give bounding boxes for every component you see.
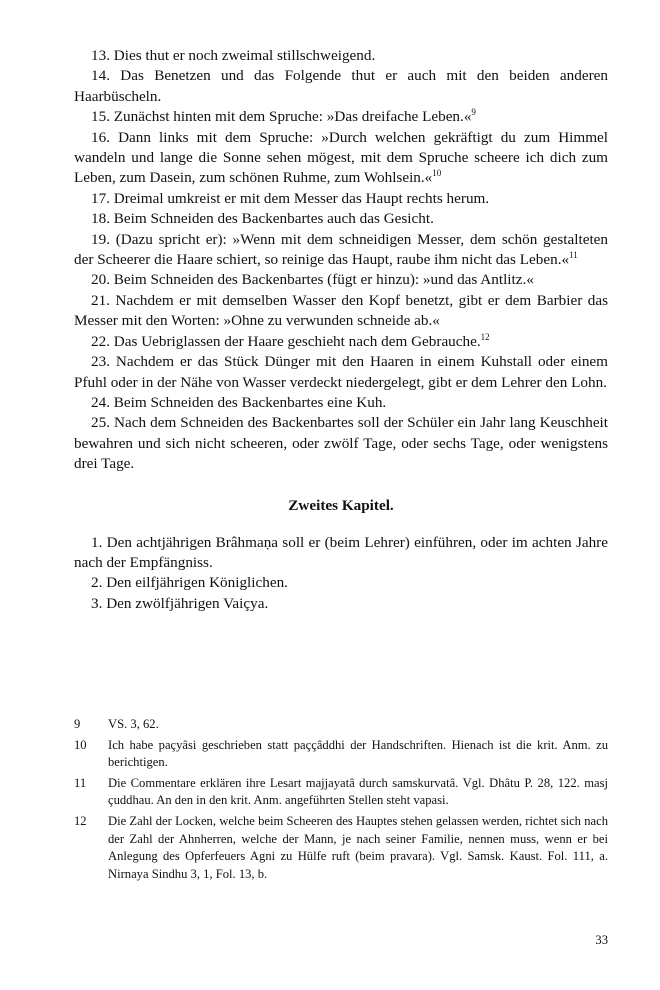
footnote-ref-11: 11 <box>569 250 578 260</box>
footnote-10 <box>74 737 608 772</box>
paragraph-25: 25. Nach dem Schneiden des Backenbartes soll der Schüler ein Jahr lang Keuschheit bewahren und sich nicht scheeren, oder zwölf Tage, oder sechs Tage, oder wenigstens drei Tage. <box>74 414 608 473</box>
footnotes <box>74 716 608 886</box>
footnote-11 <box>74 775 608 810</box>
paragraph-17: 17. Dreimal umkreist er mit dem Messer das Haupt rechts herum. <box>91 189 490 207</box>
paragraph-22: 22. Das Uebriglassen der Haare geschieht nach dem Gebrauche.$^{12}$ <box>91 331 490 350</box>
paragraph-18: 18. Beim Schneiden des Backenbartes auch das Gesicht. <box>91 210 434 228</box>
paragraph-15: 15. Zunächst hinten mit dem Spruche: »Das dreifache Leben.«$^9$ <box>91 107 476 126</box>
paragraph-19: 19. (Dazu spricht er): »Wenn mit dem schneidigen Messer, dem schön gestalteten der Scheerer die Haare schiert, so reinige das Haupt, raube ihm nicht das Leben.«$^{11}$ <box>74 230 608 269</box>
footnote-number: 10 <box>74 737 87 752</box>
paragraph-21: 21. Nachdem er mit demselben Wasser den Kopf benetzt, gibt er dem Barbier das Messer mit den Worten: »Ohne zu verwunden schneide ab.« <box>74 291 608 330</box>
paragraph-13: 13. Dies thut er noch zweimal stillschweigend. <box>91 47 376 64</box>
main-text <box>74 46 608 614</box>
paragraph-20: 20. Beim Schneiden des Backenbartes (fügt er hinzu): »und das Antlitz.« <box>91 271 534 289</box>
chapter2-paragraph-1: 1. Den achtjährigen Brâhmaṇa soll er (beim Lehrer) einführen, oder im achten Jahre nach der Empfängniss. <box>74 533 608 571</box>
footnote-ref-12: 12 <box>480 331 490 342</box>
paragraph-16: 16. Dann links mit dem Spruche: »Durch welchen gekräftigt du zum Himmel wandeln und lange die Sonne sehen mögest, mit dem Spruche scheere ich dich zum Leben, zum Dasein, zum schönen Ruhme, zum Wohlsein.«$^{10}$ <box>74 128 608 187</box>
footnote-text: VS. 3, 62. <box>108 717 159 731</box>
footnote-number: 9 <box>74 717 81 731</box>
footnote-number: 11 <box>74 775 87 790</box>
footnote-text: Die Zahl der Locken, welche beim Scheeren des Hauptes stehen gelassen werden, richtet sich nach der Zahl der Ahnherren, welche der Mann, je nach seiner Familie, nennen muss, wenn er bei Anlegung des Opferfeuers Agni zu Hülfe ruft (beim pravara). Vgl. Samsk. Kaust. Fol. 111, a. Nirnaya Sindhu 3, 1, Fol. 13, b. <box>108 813 608 881</box>
footnote-ref-10: 10 <box>432 168 442 179</box>
chapter2-paragraph-3: 3. Den zwölfjährigen Vaiçya. <box>91 594 269 612</box>
paragraph-14: 14. Das Benetzen und das Folgende thut er auch mit den beiden anderen Haarbüscheln. <box>74 67 608 105</box>
footnote-text: Ich habe paçyâsi geschrieben statt paççâddhi der Handschriften. Hienach ist die krit. Anm. zu berichtigen. <box>108 737 608 770</box>
page-number: 33 <box>595 933 608 947</box>
paragraph-24: 24. Beim Schneiden des Backenbartes eine Kuh. <box>91 393 387 411</box>
chapter-heading: Zweites Kapitel. <box>288 496 394 514</box>
footnote-ref-9: 9 <box>471 107 476 118</box>
paragraph-23: 23. Nachdem er das Stück Dünger mit den Haaren in einem Kuhstall oder einem Pfuhl oder in der Nähe von Wasser verdeckt niedergelegt, gibt er dem Lehrer den Lohn. <box>74 353 608 391</box>
footnote-text: Die Commentare erklären ihre Lesart majjayatâ durch samskurvatâ. Vgl. Dhâtu P. 28, 122. masj çuddhau. An den in den krit. Anm. angeführten Stellen steht vapasi. <box>108 775 608 808</box>
chapter2-paragraph-2: 2. Den eilfjährigen Königlichen. <box>91 574 288 592</box>
footnote-12 <box>74 813 608 883</box>
footnote-9 <box>74 716 608 734</box>
footnote-number: 12 <box>74 813 87 828</box>
